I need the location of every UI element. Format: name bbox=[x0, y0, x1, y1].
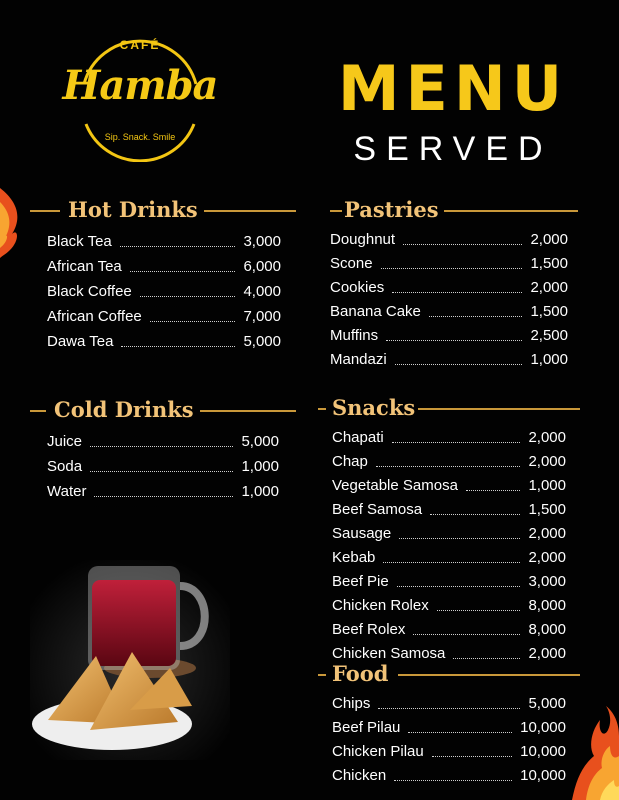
item-name: Beef Pie bbox=[332, 573, 389, 590]
section-title: Food bbox=[332, 661, 389, 686]
dot-leader bbox=[430, 514, 520, 515]
item-price: 5,000 bbox=[243, 333, 281, 350]
cafe-logo bbox=[62, 28, 218, 162]
tea-samosa-photo bbox=[30, 560, 230, 760]
menu-item bbox=[47, 432, 279, 457]
item-name: Sausage bbox=[332, 525, 392, 542]
item-name: Chap bbox=[332, 453, 368, 470]
item-price: 2,000 bbox=[528, 453, 566, 470]
dot-leader bbox=[383, 562, 520, 563]
item-name: Doughnut bbox=[330, 231, 396, 248]
item-name: Chips bbox=[332, 695, 371, 712]
item-price: 10,000 bbox=[520, 719, 566, 736]
dot-leader bbox=[121, 346, 235, 347]
item-price: 1,000 bbox=[241, 458, 279, 475]
menu-item bbox=[47, 307, 281, 332]
item-price: 7,000 bbox=[243, 308, 281, 325]
menu-item bbox=[47, 257, 281, 282]
item-name: Dawa Tea bbox=[47, 333, 114, 350]
item-name: Vegetable Samosa bbox=[332, 477, 458, 494]
item-name: African Coffee bbox=[47, 308, 142, 325]
dot-leader bbox=[453, 658, 520, 659]
section-title: Pastries bbox=[344, 197, 439, 222]
section-title: Snacks bbox=[332, 395, 416, 420]
section-header bbox=[30, 196, 296, 226]
menu-item bbox=[332, 572, 566, 596]
menu-item bbox=[330, 326, 568, 350]
item-price: 8,000 bbox=[528, 621, 566, 638]
divider bbox=[318, 408, 326, 410]
divider bbox=[444, 210, 578, 212]
item-price: 2,000 bbox=[530, 279, 568, 296]
dot-leader bbox=[413, 634, 520, 635]
logo-brand-name: Hamba bbox=[62, 62, 218, 109]
page-title: MENU bbox=[337, 52, 569, 125]
dot-leader bbox=[120, 246, 235, 247]
item-name: Chicken Samosa bbox=[332, 645, 446, 662]
dot-leader bbox=[408, 732, 512, 733]
divider bbox=[318, 674, 326, 676]
item-price: 5,000 bbox=[241, 433, 279, 450]
section-food bbox=[318, 660, 580, 790]
logo-cafe-text: CAFÉ bbox=[119, 38, 161, 52]
item-name: Black Coffee bbox=[47, 283, 132, 300]
item-price: 2,000 bbox=[528, 645, 566, 662]
item-name: Chapati bbox=[332, 429, 384, 446]
menu-item bbox=[47, 332, 281, 357]
divider bbox=[330, 210, 342, 212]
section-cold-drinks bbox=[30, 396, 296, 507]
dot-leader bbox=[378, 708, 520, 709]
menu-item bbox=[330, 350, 568, 374]
section-header bbox=[30, 396, 296, 426]
menu-item bbox=[332, 718, 566, 742]
item-price: 2,000 bbox=[528, 549, 566, 566]
item-price: 1,000 bbox=[530, 351, 568, 368]
dot-leader bbox=[140, 296, 235, 297]
section-header bbox=[330, 196, 578, 226]
dot-leader bbox=[90, 446, 233, 447]
menu-item bbox=[332, 476, 566, 500]
section-title: Hot Drinks bbox=[68, 197, 198, 222]
item-list bbox=[47, 232, 281, 357]
item-name: Kebab bbox=[332, 549, 376, 566]
dot-leader bbox=[429, 316, 522, 317]
dot-leader bbox=[397, 586, 520, 587]
flame-icon bbox=[0, 188, 24, 258]
item-price: 3,000 bbox=[528, 573, 566, 590]
item-price: 8,000 bbox=[528, 597, 566, 614]
item-name: Mandazi bbox=[330, 351, 387, 368]
section-title: Cold Drinks bbox=[54, 397, 194, 422]
dot-leader bbox=[437, 610, 520, 611]
menu-item bbox=[332, 620, 566, 644]
item-price: 2,500 bbox=[530, 327, 568, 344]
dot-leader bbox=[395, 364, 522, 365]
item-name: Juice bbox=[47, 433, 83, 450]
item-price: 1,500 bbox=[530, 303, 568, 320]
dot-leader bbox=[130, 271, 235, 272]
divider bbox=[398, 674, 580, 676]
menu-item bbox=[332, 500, 566, 524]
section-pastries bbox=[330, 196, 578, 374]
menu-item bbox=[330, 278, 568, 302]
item-name: Black Tea bbox=[47, 233, 112, 250]
item-list bbox=[332, 694, 566, 790]
item-price: 5,000 bbox=[528, 695, 566, 712]
item-list bbox=[332, 428, 566, 668]
menu-item bbox=[330, 302, 568, 326]
item-price: 6,000 bbox=[243, 258, 281, 275]
menu-item bbox=[332, 742, 566, 766]
menu-item bbox=[332, 596, 566, 620]
dot-leader bbox=[392, 292, 522, 293]
menu-item bbox=[330, 254, 568, 278]
divider bbox=[200, 410, 296, 412]
item-price: 1,500 bbox=[530, 255, 568, 272]
item-name: Chicken Pilau bbox=[332, 743, 424, 760]
dot-leader bbox=[403, 244, 522, 245]
section-hot-drinks bbox=[30, 196, 296, 357]
item-name: Beef Pilau bbox=[332, 719, 401, 736]
divider bbox=[418, 408, 580, 410]
item-name: Scone bbox=[330, 255, 373, 272]
menu-item bbox=[47, 282, 281, 307]
item-name: Water bbox=[47, 483, 87, 500]
item-name: Cookies bbox=[330, 279, 385, 296]
menu-item bbox=[47, 457, 279, 482]
item-name: Chicken bbox=[332, 767, 387, 784]
item-name: Beef Samosa bbox=[332, 501, 423, 518]
dot-leader bbox=[432, 756, 512, 757]
dot-leader bbox=[399, 538, 520, 539]
menu-item bbox=[332, 428, 566, 452]
menu-item bbox=[47, 482, 279, 507]
item-price: 2,000 bbox=[528, 429, 566, 446]
item-price: 10,000 bbox=[520, 743, 566, 760]
item-price: 3,000 bbox=[243, 233, 281, 250]
item-price: 2,000 bbox=[530, 231, 568, 248]
item-price: 10,000 bbox=[520, 767, 566, 784]
dot-leader bbox=[376, 466, 520, 467]
dot-leader bbox=[150, 321, 235, 322]
dot-leader bbox=[392, 442, 520, 443]
menu-item bbox=[332, 524, 566, 548]
item-list bbox=[47, 432, 279, 507]
menu-item bbox=[47, 232, 281, 257]
item-price: 1,500 bbox=[528, 501, 566, 518]
logo-tagline: Sip. Snack. Smile bbox=[104, 132, 176, 142]
dot-leader bbox=[94, 496, 233, 497]
item-name: African Tea bbox=[47, 258, 122, 275]
section-header bbox=[318, 394, 580, 424]
dot-leader bbox=[394, 780, 512, 781]
section-header bbox=[318, 660, 580, 690]
section-snacks bbox=[318, 394, 580, 668]
item-name: Muffins bbox=[330, 327, 379, 344]
menu-item bbox=[332, 694, 566, 718]
item-price: 4,000 bbox=[243, 283, 281, 300]
item-price: 2,000 bbox=[528, 525, 566, 542]
menu-item bbox=[332, 766, 566, 790]
item-name: Chicken Rolex bbox=[332, 597, 429, 614]
dot-leader bbox=[90, 471, 233, 472]
item-price: 1,000 bbox=[241, 483, 279, 500]
item-price: 1,000 bbox=[528, 477, 566, 494]
divider bbox=[30, 410, 46, 412]
divider bbox=[30, 210, 60, 212]
item-name: Soda bbox=[47, 458, 83, 475]
menu-item bbox=[332, 548, 566, 572]
dot-leader bbox=[466, 490, 520, 491]
item-name: Banana Cake bbox=[330, 303, 421, 320]
item-name: Beef Rolex bbox=[332, 621, 406, 638]
divider bbox=[204, 210, 296, 212]
menu-item bbox=[332, 452, 566, 476]
item-list bbox=[330, 230, 568, 374]
page-subtitle: SERVED bbox=[353, 130, 553, 168]
dot-leader bbox=[381, 268, 522, 269]
dot-leader bbox=[386, 340, 522, 341]
menu-item bbox=[330, 230, 568, 254]
